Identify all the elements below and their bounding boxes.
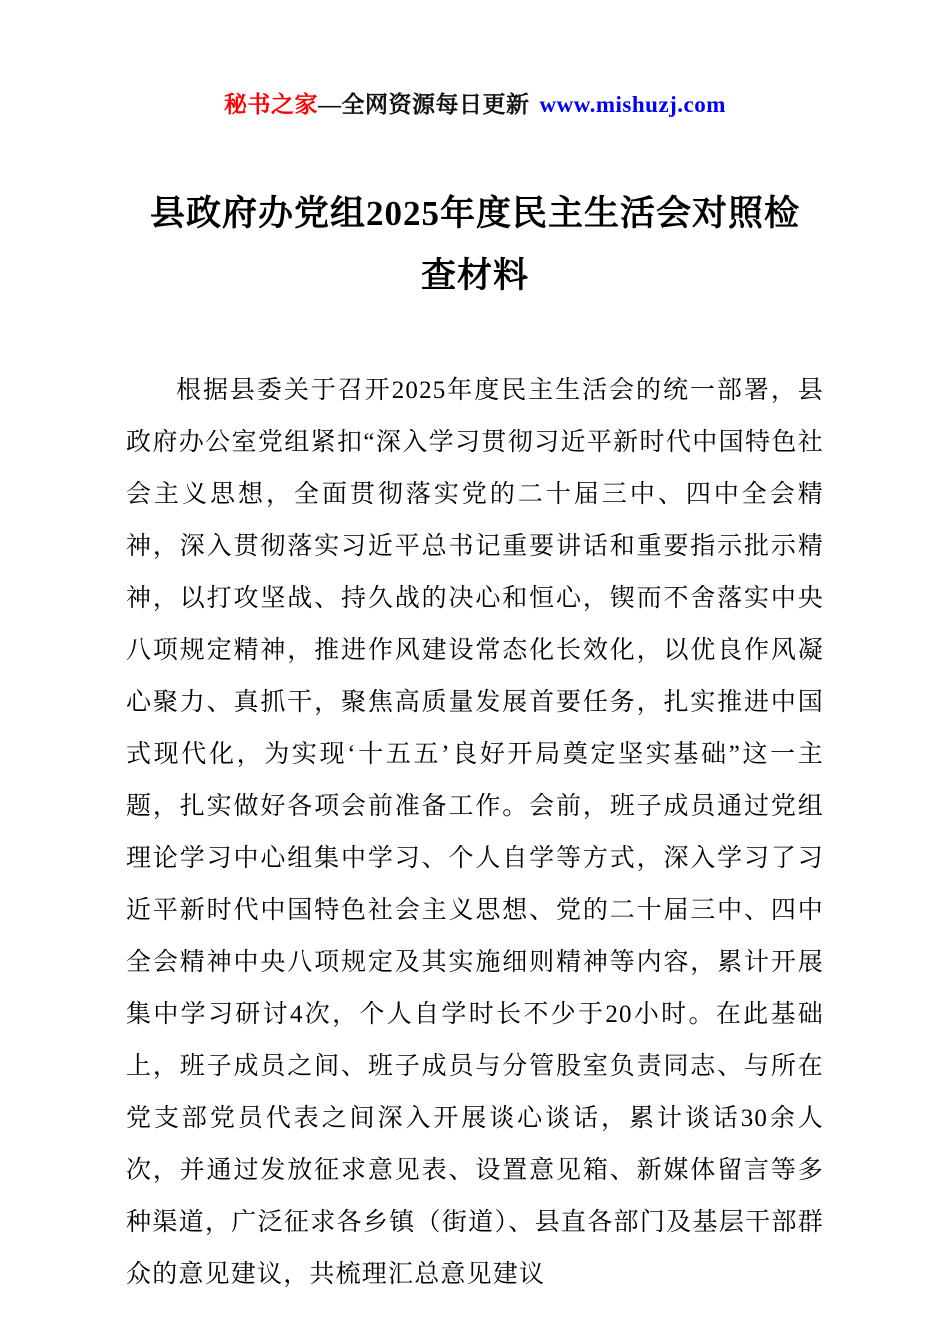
header-separator: — — [318, 92, 342, 117]
body-paragraph: 根据县委关于召开2025年度民主生活会的统一部署，县政府办公室党组紧扣“深入学习贯彻习近平新时代中国特色社会主义思想，全面贯彻落实党的二十届三中、四中全会精神，深入贯彻落实习近平总书记重要讲话和重要指示批示精神，以打攻坚战、持久战的决心和恒心，锲而不舍落实中央八项规定精神，推进作风建设常态化长效化，以优良作风凝心聚力、真抓干，聚焦高质量发展首要任务，扎实推进中国式现代化，为实现‘十五五’良好开局奠定坚实基础”这一主题，扎实做好各项会前准备工作。会前，班子成员通过党组理论学习中心组集中学习、个人自学等方式，深入学习了习近平新时代中国特色社会主义思想、党的二十届三中、四中全会精神中央八项规定及其实施细则精神等内容，累计开展集中学习研讨4次，个人自学时长不少于20小时。在此基础上，班子成员之间、班子成员与分管股室负责同志、与所在党支部党员代表之间深入开展谈心谈话，累计谈话30余人次，并通过发放征求意见表、设置意见箱、新媒体留言等多种渠道，广泛征求各乡镇（街道）、县直各部门及基层干部群众的意见建议，共梳理汇总意见建议 — [126, 377, 824, 1288]
document-body — [126, 365, 824, 1301]
site-url-link[interactable]: www.mishuzj.com — [539, 92, 726, 117]
site-header — [126, 86, 824, 119]
document-title: 县政府办党组2025年度民主生活会对照检查材料 — [149, 194, 800, 295]
site-tagline: 全网资源每日更新 — [341, 92, 530, 117]
site-name: 秘书之家 — [224, 92, 319, 117]
